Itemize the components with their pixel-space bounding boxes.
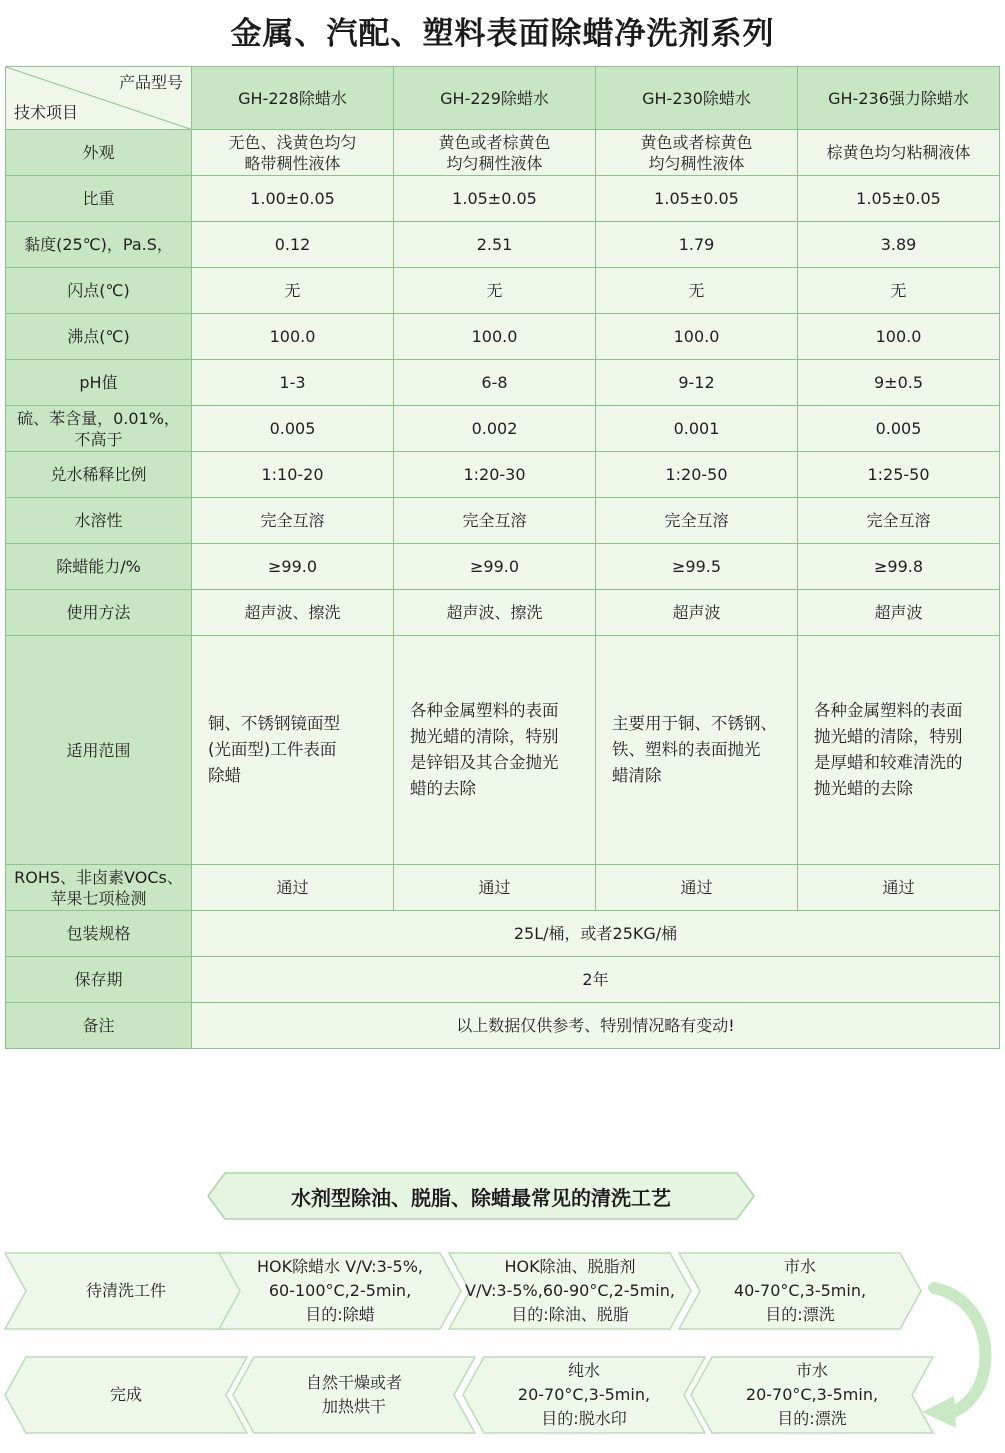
cell-line: ≥99.8 — [873, 557, 924, 576]
table-cell — [798, 544, 1000, 590]
process-step-line: 自然干燥或者 — [305, 1373, 402, 1392]
cell-line: 黄色或者棕黄色 — [438, 132, 551, 152]
row-label-line: 兑水稀释比例 — [50, 465, 147, 484]
cell-line: ≥99.5 — [671, 557, 722, 576]
table-cell — [394, 360, 596, 406]
table-cell — [798, 636, 1000, 865]
table-cell — [596, 544, 798, 590]
row-label: 保存期 — [6, 957, 192, 1003]
table-cell — [394, 406, 596, 452]
table-row — [6, 636, 1000, 865]
table-cell — [192, 636, 394, 865]
table-cell — [798, 498, 1000, 544]
cell-line: 超声波 — [672, 603, 721, 622]
table-cell — [596, 498, 798, 544]
process-step — [4, 1252, 248, 1330]
table-cell — [596, 590, 798, 636]
process-step-line: 纯水 — [567, 1361, 600, 1380]
cell-line: 0.001 — [673, 419, 720, 438]
process-step — [448, 1252, 692, 1330]
table-cell — [394, 865, 596, 911]
process-step-line: 目的:除油、脱脂 — [511, 1305, 629, 1324]
cell-line: 通过 — [478, 878, 511, 897]
product-header: GH-228除蜡水 — [192, 67, 394, 130]
cell-line: ≥99.0 — [469, 557, 520, 576]
table-cell — [394, 314, 596, 360]
process-step-text — [4, 1356, 248, 1434]
cell-line: 9-12 — [678, 373, 715, 392]
cell-line: 9±0.5 — [873, 373, 924, 392]
table-cell — [192, 865, 394, 911]
cell-line: 1.79 — [678, 235, 715, 254]
process-step-line: 20-70°C,3-5min, — [517, 1385, 651, 1404]
cell-line: 主要用于铜、不锈钢、 — [612, 714, 777, 733]
cell-line: 无 — [688, 281, 705, 300]
cell-line: (光面型)工件表面 — [208, 740, 337, 759]
table-cell — [394, 590, 596, 636]
process-step-line: 目的:脱水印 — [541, 1409, 627, 1428]
corner-label-product: 产品型号 — [118, 73, 183, 92]
table-cell — [192, 452, 394, 498]
row-label-line: 比重 — [82, 189, 115, 208]
table-cell — [596, 865, 798, 911]
cell-line: 0.002 — [471, 419, 518, 438]
cell-line: ≥99.0 — [267, 557, 318, 576]
cell-line: 蜡清除 — [612, 766, 662, 785]
row-label — [6, 406, 192, 452]
cell-line: 无色、浅黄色均匀 — [228, 132, 357, 152]
process-step — [232, 1356, 476, 1434]
cell-line: 0.005 — [269, 419, 316, 438]
row-label — [6, 222, 192, 268]
cell-line: 1:20-50 — [665, 465, 728, 484]
process-step-line: 加热烘干 — [321, 1397, 386, 1416]
cell-line: 完全互溶 — [260, 511, 325, 530]
cell-line: 抛光蜡的清除，特别 — [410, 727, 559, 746]
cell-line: 完全互溶 — [664, 511, 729, 530]
cell-line: 1.00±0.05 — [250, 189, 335, 208]
row-label-line: 沸点(℃) — [67, 327, 130, 346]
cell-line: 通过 — [882, 878, 915, 897]
corner-label-tech: 技术项目 — [14, 103, 79, 122]
cell-line: 各种金属塑料的表面 — [814, 701, 963, 720]
table-cell — [192, 314, 394, 360]
table-cell — [596, 222, 798, 268]
table-cell — [192, 130, 394, 176]
cell-line: 超声波 — [874, 603, 923, 622]
cell-line: 无 — [890, 281, 907, 300]
table-cell — [394, 498, 596, 544]
cell-line: 通过 — [680, 878, 713, 897]
process-step-text — [218, 1252, 462, 1330]
table-cell — [394, 636, 596, 865]
header-row — [6, 67, 1000, 130]
product-header: GH-229除蜡水 — [394, 67, 596, 130]
table-row — [6, 268, 1000, 314]
cell-line: 超声波、擦洗 — [446, 603, 543, 622]
cell-line: 1.05±0.05 — [654, 189, 739, 208]
cell-line: 各种金属塑料的表面 — [410, 701, 559, 720]
row-label — [6, 636, 192, 865]
table-cell — [798, 130, 1000, 176]
cell-line: 是锌铝及其合金抛光 — [410, 753, 559, 772]
table-cell — [596, 452, 798, 498]
merged-row — [6, 1003, 1000, 1049]
process-step-text — [448, 1252, 692, 1330]
row-label-line: pH值 — [79, 373, 118, 392]
cell-line: 抛光蜡的去除 — [814, 779, 913, 798]
table-cell — [192, 544, 394, 590]
table-cell — [798, 268, 1000, 314]
table-cell — [192, 406, 394, 452]
process-step-line: 目的:漂洗 — [777, 1409, 847, 1428]
row-label-line: 水溶性 — [74, 511, 123, 530]
cell-line: 超声波、擦洗 — [244, 603, 341, 622]
row-label — [6, 865, 192, 911]
table-cell — [394, 268, 596, 314]
cell-line: 1:10-20 — [261, 465, 324, 484]
row-label — [6, 268, 192, 314]
merged-cell: 25L/桶，或者25KG/桶 — [192, 911, 1000, 957]
table-cell — [798, 314, 1000, 360]
table-row — [6, 314, 1000, 360]
row-label — [6, 590, 192, 636]
row-label-line: 除蜡能力/% — [56, 557, 141, 576]
row-label-line: 使用方法 — [66, 603, 131, 622]
table-cell — [394, 130, 596, 176]
cell-line: 1-3 — [279, 373, 306, 392]
table-row — [6, 222, 1000, 268]
cell-line: 完全互溶 — [462, 511, 527, 530]
process-step-text — [232, 1356, 476, 1434]
table-row — [6, 130, 1000, 176]
product-header: GH-230除蜡水 — [596, 67, 798, 130]
process-title: 水剂型除油、脱脂、除蜡最常见的清洗工艺 — [291, 1185, 671, 1210]
cell-line: 棕黄色均匀粘稠液体 — [826, 143, 971, 162]
row-label — [6, 544, 192, 590]
cell-line: 黄色或者棕黄色 — [640, 132, 753, 152]
table-cell — [596, 130, 798, 176]
table-cell — [596, 314, 798, 360]
loop-arrow-icon — [920, 1280, 998, 1430]
cell-line: 完全互溶 — [866, 511, 931, 530]
process-step-text — [678, 1252, 922, 1330]
cell-line: 除蜡 — [208, 766, 241, 785]
cell-line: 100.0 — [269, 327, 316, 346]
merged-cell: 以上数据仅供参考、特别情况略有变动! — [192, 1003, 1000, 1049]
table-cell — [596, 176, 798, 222]
process-step-line: 市水 — [795, 1361, 828, 1380]
row-label-line: 硫、苯含量，0.01%， — [17, 408, 180, 428]
process-step-text — [690, 1356, 934, 1434]
cell-line: 100.0 — [673, 327, 720, 346]
process-step-line: V/V:3-5%,60-90°C,2-5min, — [465, 1281, 675, 1300]
table-cell — [394, 452, 596, 498]
row-label-line: 苹果七项检测 — [50, 888, 147, 908]
process-step-line: 市水 — [783, 1257, 816, 1276]
row-label — [6, 314, 192, 360]
table-cell — [596, 268, 798, 314]
table-cell — [798, 176, 1000, 222]
process-step-line: 20-70°C,3-5min, — [745, 1385, 879, 1404]
cell-line: 铜、不锈钢镜面型 — [208, 714, 340, 733]
row-label: 包装规格 — [6, 911, 192, 957]
row-label — [6, 498, 192, 544]
row-label — [6, 360, 192, 406]
row-label — [6, 176, 192, 222]
merged-row — [6, 957, 1000, 1003]
table-cell — [798, 452, 1000, 498]
cell-line: 均匀稠性液体 — [648, 153, 745, 173]
table-cell — [798, 222, 1000, 268]
table-cell — [596, 360, 798, 406]
cell-line: 通过 — [276, 878, 309, 897]
process-step-line: HOK除油、脱脂剂 — [504, 1257, 636, 1276]
process-step-line: 目的:除蜡 — [305, 1305, 375, 1324]
cell-line: 均匀稠性液体 — [446, 153, 543, 173]
table-row — [6, 590, 1000, 636]
table-cell — [394, 222, 596, 268]
corner-cell — [6, 67, 192, 130]
table-cell — [192, 590, 394, 636]
table-cell — [798, 590, 1000, 636]
table-cell — [192, 268, 394, 314]
process-step-text — [462, 1356, 706, 1434]
process-step — [678, 1252, 922, 1330]
process-step-line: HOK除蜡水 V/V:3-5%, — [257, 1257, 423, 1276]
row-label-line: ROHS、非卤素VOCs、 — [14, 867, 183, 887]
process-step-line: 完成 — [109, 1385, 142, 1404]
cell-line: 无 — [284, 281, 301, 300]
cell-line: 2.51 — [476, 235, 513, 254]
table-row — [6, 865, 1000, 911]
table-cell — [798, 360, 1000, 406]
cell-line: 1:25-50 — [867, 465, 930, 484]
table-cell — [394, 176, 596, 222]
cell-line: 1.05±0.05 — [856, 189, 941, 208]
cell-line: 1:20-30 — [463, 465, 526, 484]
row-label-line: 闪点(℃) — [67, 281, 130, 300]
process-title-banner — [207, 1172, 755, 1220]
process-step-text — [4, 1252, 248, 1330]
cell-line: 100.0 — [875, 327, 922, 346]
cell-line: 0.005 — [875, 419, 922, 438]
cell-line: 6-8 — [481, 373, 508, 392]
table-row — [6, 498, 1000, 544]
cell-line: 抛光蜡的清除，特别 — [814, 727, 963, 746]
merged-cell: 2年 — [192, 957, 1000, 1003]
row-label-line: 不高于 — [74, 429, 123, 449]
cell-line: 铁、塑料的表面抛光 — [612, 740, 761, 759]
row-label: 备注 — [6, 1003, 192, 1049]
spec-table — [5, 66, 1000, 1049]
process-step — [462, 1356, 706, 1434]
cell-line: 略带稠性液体 — [244, 153, 341, 173]
row-label-line: 外观 — [82, 143, 115, 162]
product-header: GH-236强力除蜡水 — [798, 67, 1000, 130]
table-cell — [394, 544, 596, 590]
table-cell — [192, 176, 394, 222]
cell-line: 蜡的去除 — [410, 779, 476, 798]
cell-line: 1.05±0.05 — [452, 189, 537, 208]
process-step-line: 目的:漂洗 — [765, 1305, 835, 1324]
table-cell — [192, 360, 394, 406]
cell-line: 0.12 — [274, 235, 311, 254]
table-cell — [596, 636, 798, 865]
row-label-line: 适用范围 — [66, 740, 131, 760]
cell-line: 100.0 — [471, 327, 518, 346]
merged-row — [6, 911, 1000, 957]
cell-line: 是厚蜡和较难清洗的 — [814, 753, 963, 772]
table-cell — [192, 222, 394, 268]
row-label — [6, 452, 192, 498]
process-step — [218, 1252, 462, 1330]
table-row — [6, 544, 1000, 590]
table-row — [6, 176, 1000, 222]
page-title: 金属、汽配、塑料表面除蜡净洗剂系列 — [230, 16, 775, 52]
process-step — [690, 1356, 934, 1434]
process-step-line: 40-70°C,3-5min, — [733, 1281, 867, 1300]
table-row — [6, 452, 1000, 498]
table-row — [6, 406, 1000, 452]
table-cell — [798, 406, 1000, 452]
table-cell — [798, 865, 1000, 911]
table-cell — [192, 498, 394, 544]
process-step-line: 待清洗工件 — [85, 1281, 166, 1300]
cell-line: 无 — [486, 281, 503, 300]
table-cell — [596, 406, 798, 452]
process-step-line: 60-100°C,2-5min, — [268, 1281, 412, 1300]
row-label-line: 黏度(25℃)，Pa.S， — [24, 235, 173, 254]
table-row — [6, 360, 1000, 406]
process-step — [4, 1356, 248, 1434]
row-label — [6, 130, 192, 176]
cell-line: 3.89 — [880, 235, 917, 254]
